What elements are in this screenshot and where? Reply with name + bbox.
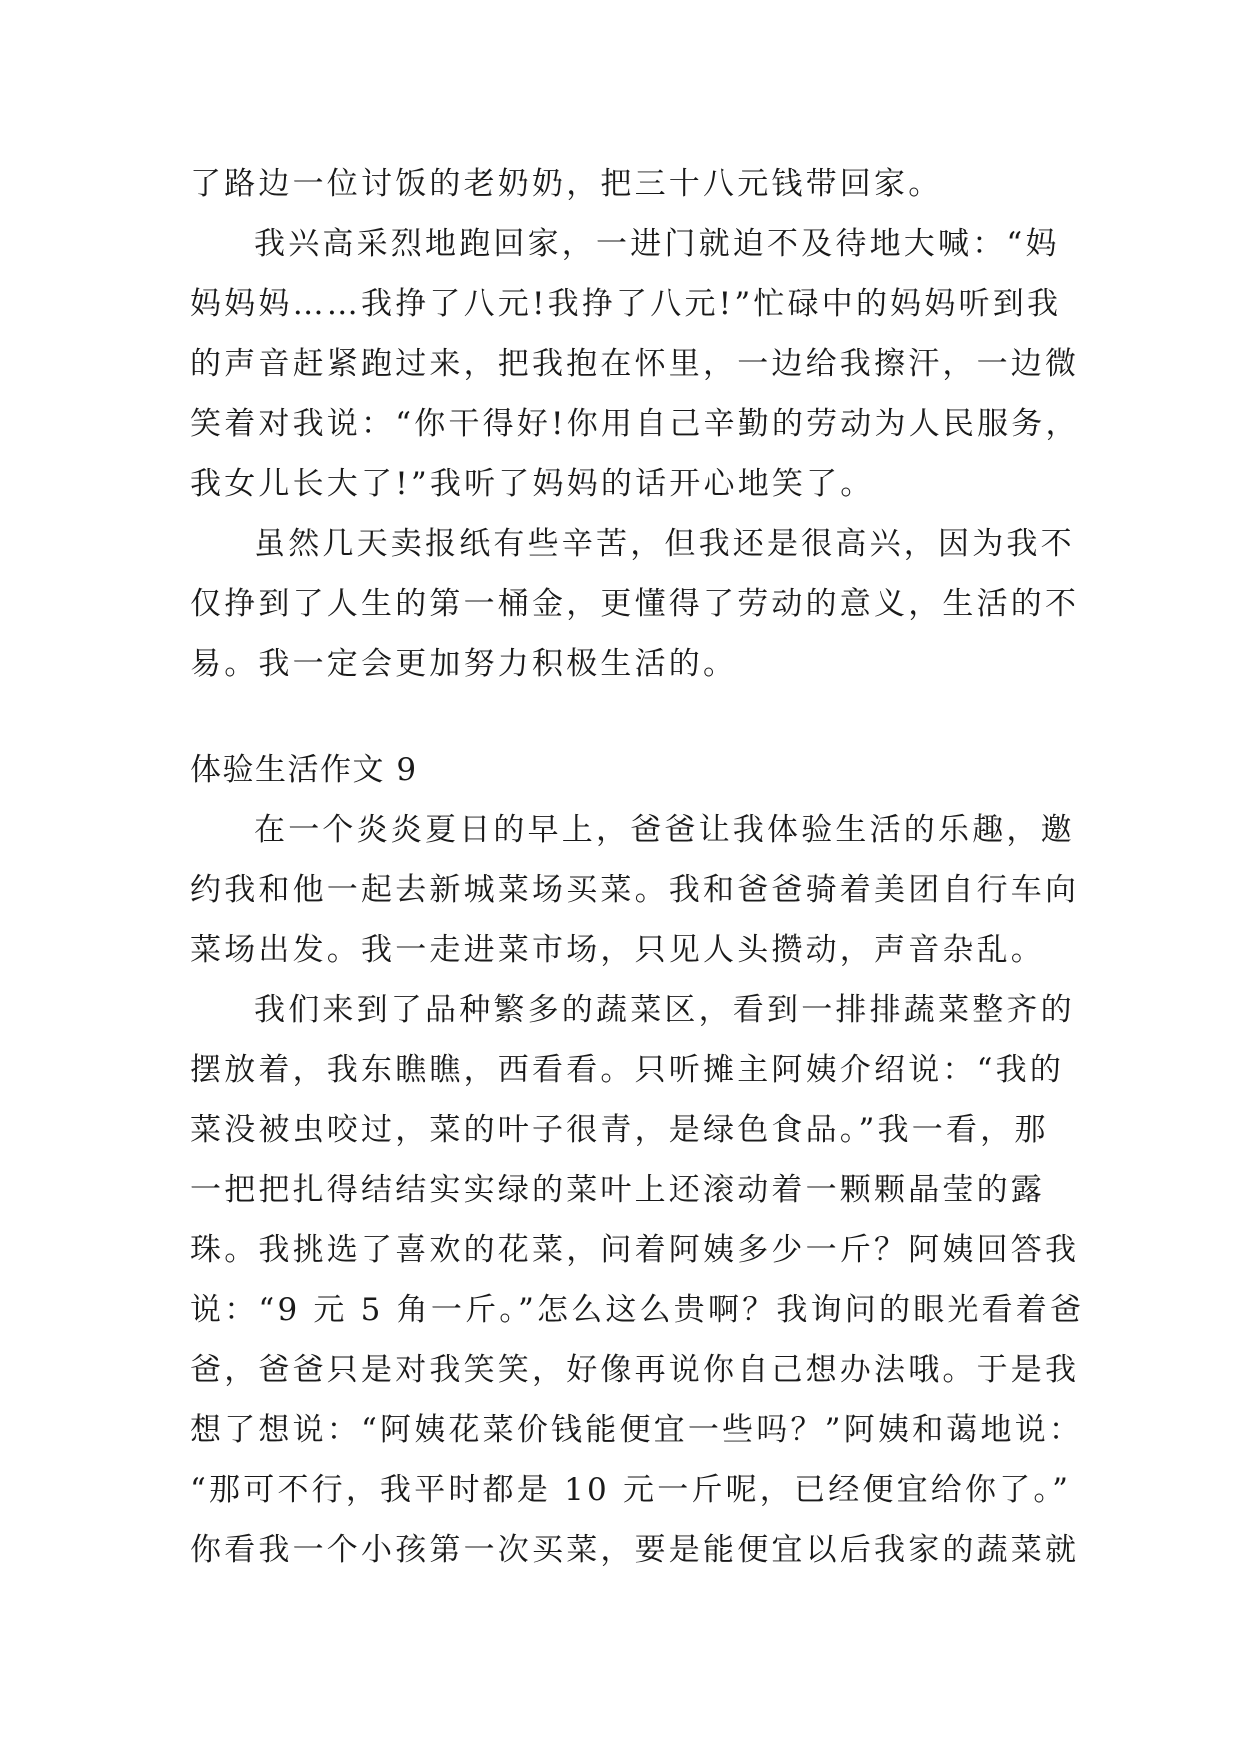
paragraph-line: 珠。我挑选了喜欢的花菜，问着阿姨多少一斤？阿姨回答我 [190, 1232, 1080, 1268]
paragraph-line: 易。我一定会更加努力积极生活的。 [190, 646, 738, 682]
paragraph-line: 在一个炎炎夏日的早上，爸爸让我体验生活的乐趣，邀 [254, 812, 1075, 848]
paragraph-line: “那可不行，我平时都是 10 元一斤呢，已经便宜给你了。” [190, 1472, 1072, 1508]
paragraph-line: 我们来到了品种繁多的蔬菜区，看到一排排蔬菜整齐的 [254, 992, 1075, 1028]
paragraph-line: 你看我一个小孩第一次买菜，要是能便宜以后我家的蔬菜就 [190, 1532, 1080, 1568]
paragraph-line: 菜没被虫咬过，菜的叶子很青，是绿色食品。”我一看，那 [190, 1112, 1049, 1148]
paragraph-line: 约我和他一起去新城菜场买菜。我和爸爸骑着美团自行车向 [190, 872, 1080, 908]
paragraph-line: 摆放着，我东瞧瞧，西看看。只听摊主阿姨介绍说：“我的 [190, 1052, 1065, 1088]
paragraph-line: 仅挣到了人生的第一桶金，更懂得了劳动的意义，生活的不 [190, 586, 1080, 622]
paragraph-line: 我兴高采烈地跑回家，一进门就迫不及待地大喊：“妈 [254, 226, 1060, 262]
paragraph-line: 菜场出发。我一走进菜市场，只见人头攒动，声音杂乱。 [190, 932, 1045, 968]
paragraph-line: 虽然几天卖报纸有些辛苦，但我还是很高兴，因为我不 [254, 526, 1075, 562]
paragraph-line: 我女儿长大了!”我听了妈妈的话开心地笑了。 [190, 466, 875, 502]
paragraph-line: 了路边一位讨饭的老奶奶，把三十八元钱带回家。 [190, 166, 943, 202]
paragraph-line: 妈妈妈……我挣了八元!我挣了八元!”忙碌中的妈妈听到我 [190, 286, 1062, 322]
paragraph-line: 爸，爸爸只是对我笑笑，好像再说你自己想办法哦。于是我 [190, 1352, 1080, 1388]
paragraph-line: 笑着对我说：“你干得好!你用自己辛勤的劳动为人民服务， [190, 406, 1080, 442]
paragraph-line: 说：“9 元 5 角一斤。”怎么这么贵啊？我询问的眼光看着爸 [190, 1292, 1085, 1328]
paragraph-line: 一把把扎得结结实实绿的菜叶上还滚动着一颗颗晶莹的露 [190, 1172, 1045, 1208]
paragraph-line: 想了想说：“阿姨花菜价钱能便宜一些吗？”阿姨和蔼地说： [190, 1412, 1084, 1448]
paragraph-line: 的声音赶紧跑过来，把我抱在怀里，一边给我擦汗，一边微 [190, 346, 1080, 382]
section-title: 体验生活作文 9 [190, 752, 418, 788]
